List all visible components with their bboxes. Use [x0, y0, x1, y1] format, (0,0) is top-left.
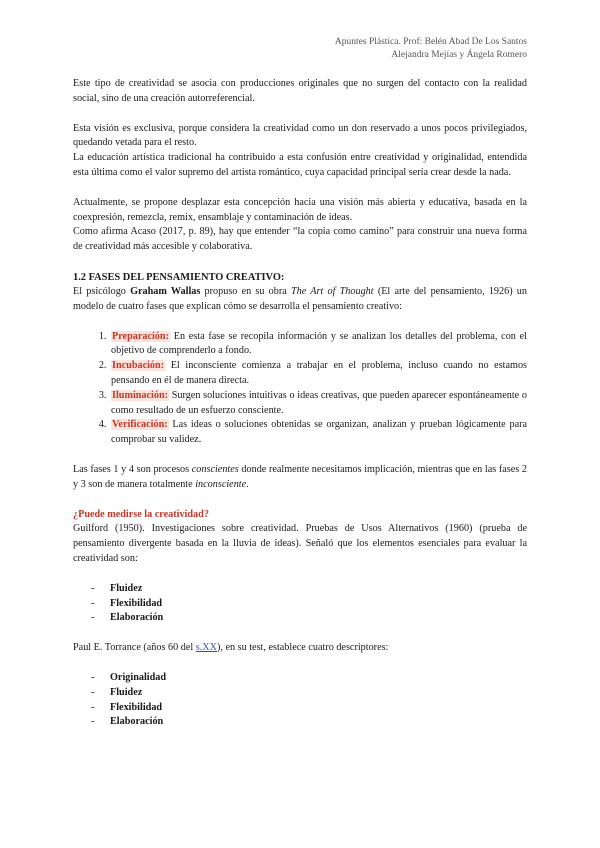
paragraph-autorreferencial: Este tipo de creatividad se asocia con producciones originales que no surgen del contacto con la realidad social, sino de una creación autorreferencial. — [73, 78, 527, 104]
list-item: 3. Iluminación: Surgen soluciones intuitivas o ideas creativas, que pueden aparecer espontáneamente o como resultado de un esfuerzo consciente. — [109, 389, 527, 419]
phase-term: Verificación: — [112, 419, 168, 431]
list-item: - Fluidez — [91, 582, 527, 597]
list-item: - Fluidez — [91, 686, 527, 701]
header-course-line: Apuntes Plástica. Prof: Belén Abad De Los Santos — [334, 37, 527, 47]
section-heading: 1.2 FASES DEL PENSAMIENTO CREATIVO: — [73, 271, 285, 283]
list-item: 1. Preparación: En esta fase se recopila información y se analizan los detalles del problema, con el objetivo de comprenderlo a fondo. — [109, 330, 527, 360]
phases-summary: Las fases 1 y 4 son procesos conscientes donde realmente necesitamos implicación, mientras que en las fases 2 y 3 son de manera totalmente inconsciente. — [73, 463, 528, 490]
paragraph-actualmente: Actualmente, se propone desplazar esta concepción hacia una visión más abierta y educativa, basada en la coexpresión, remezcla, remix, ensamblaje y contaminación de ideas. — [73, 196, 527, 223]
list-item: 4. Verificación: Las ideas o soluciones obtenidas se organizan, analizan y prueban lógicamente para comprobar su validez. — [109, 418, 527, 448]
list-item: - Flexibilidad — [91, 701, 527, 716]
header-authors-line: Alejandra Mejías y Ángela Romero — [391, 50, 527, 60]
section-intro: El psicólogo Graham Wallas propuso en su obra The Art of Thought (El arte del pensamiento, 1926) un modelo de cuatro fases que explican cómo se desarrolla el pensamiento creativo: — [73, 285, 527, 312]
list-item: - Elaboración — [91, 715, 527, 730]
page-header — [335, 36, 527, 62]
list-item: - Elaboración — [91, 611, 527, 626]
list-item: 2. Incubación: El inconsciente comienza a trabajar en el problema, incluso cuando no estamos pensando en él de manera directa. — [109, 359, 527, 389]
paragraph-educacion-artistica: La educación artística tradicional ha contribuido a esta confusión entre creatividad y originalidad, entendida esta última como el valor supremo del artista romántico, cuya capacidad principal sería crear desde la nada. — [73, 152, 527, 178]
document-body — [73, 77, 527, 730]
siglo-xx-link[interactable]: s.XX — [195, 642, 217, 654]
torrance-descriptors-list — [73, 671, 527, 730]
guilford-paragraph: Guilford (1950). Investigaciones sobre creatividad. Pruebas de Usos Alternativos (1960) (prueba de pensamiento divergente basada en la lluvia de ideas). Señaló que los elementos esenciales para evaluar la creatividad son: — [73, 523, 527, 564]
list-item: - Flexibilidad — [91, 597, 527, 612]
measure-question: ¿Puede medirse la creatividad? — [73, 508, 209, 520]
phase-term: Incubación: — [112, 360, 165, 372]
book-title: The Art of Thought — [290, 285, 374, 297]
phase-term: Preparación: — [112, 330, 169, 342]
paragraph-exclusiva: Esta visión es exclusiva, porque considera la creatividad como un don reservado a unos pocos privilegiados, quedando vetada para el resto. — [73, 122, 527, 149]
phase-term: Iluminación: — [112, 389, 169, 401]
paragraph-acaso: Como afirma Acaso (2017, p. 89), hay que entender “la copia como camino” para construir una nueva forma de creatividad más accesible y colaborativa. — [73, 226, 527, 253]
list-item: - Originalidad — [91, 671, 527, 686]
torrance-paragraph: Paul E. Torrance (años 60 del s.XX), en su test, establece cuatro descriptores: — [73, 642, 389, 654]
author-name: Graham Wallas — [130, 285, 201, 297]
phases-list — [73, 330, 527, 448]
guilford-elements-list — [73, 582, 527, 626]
